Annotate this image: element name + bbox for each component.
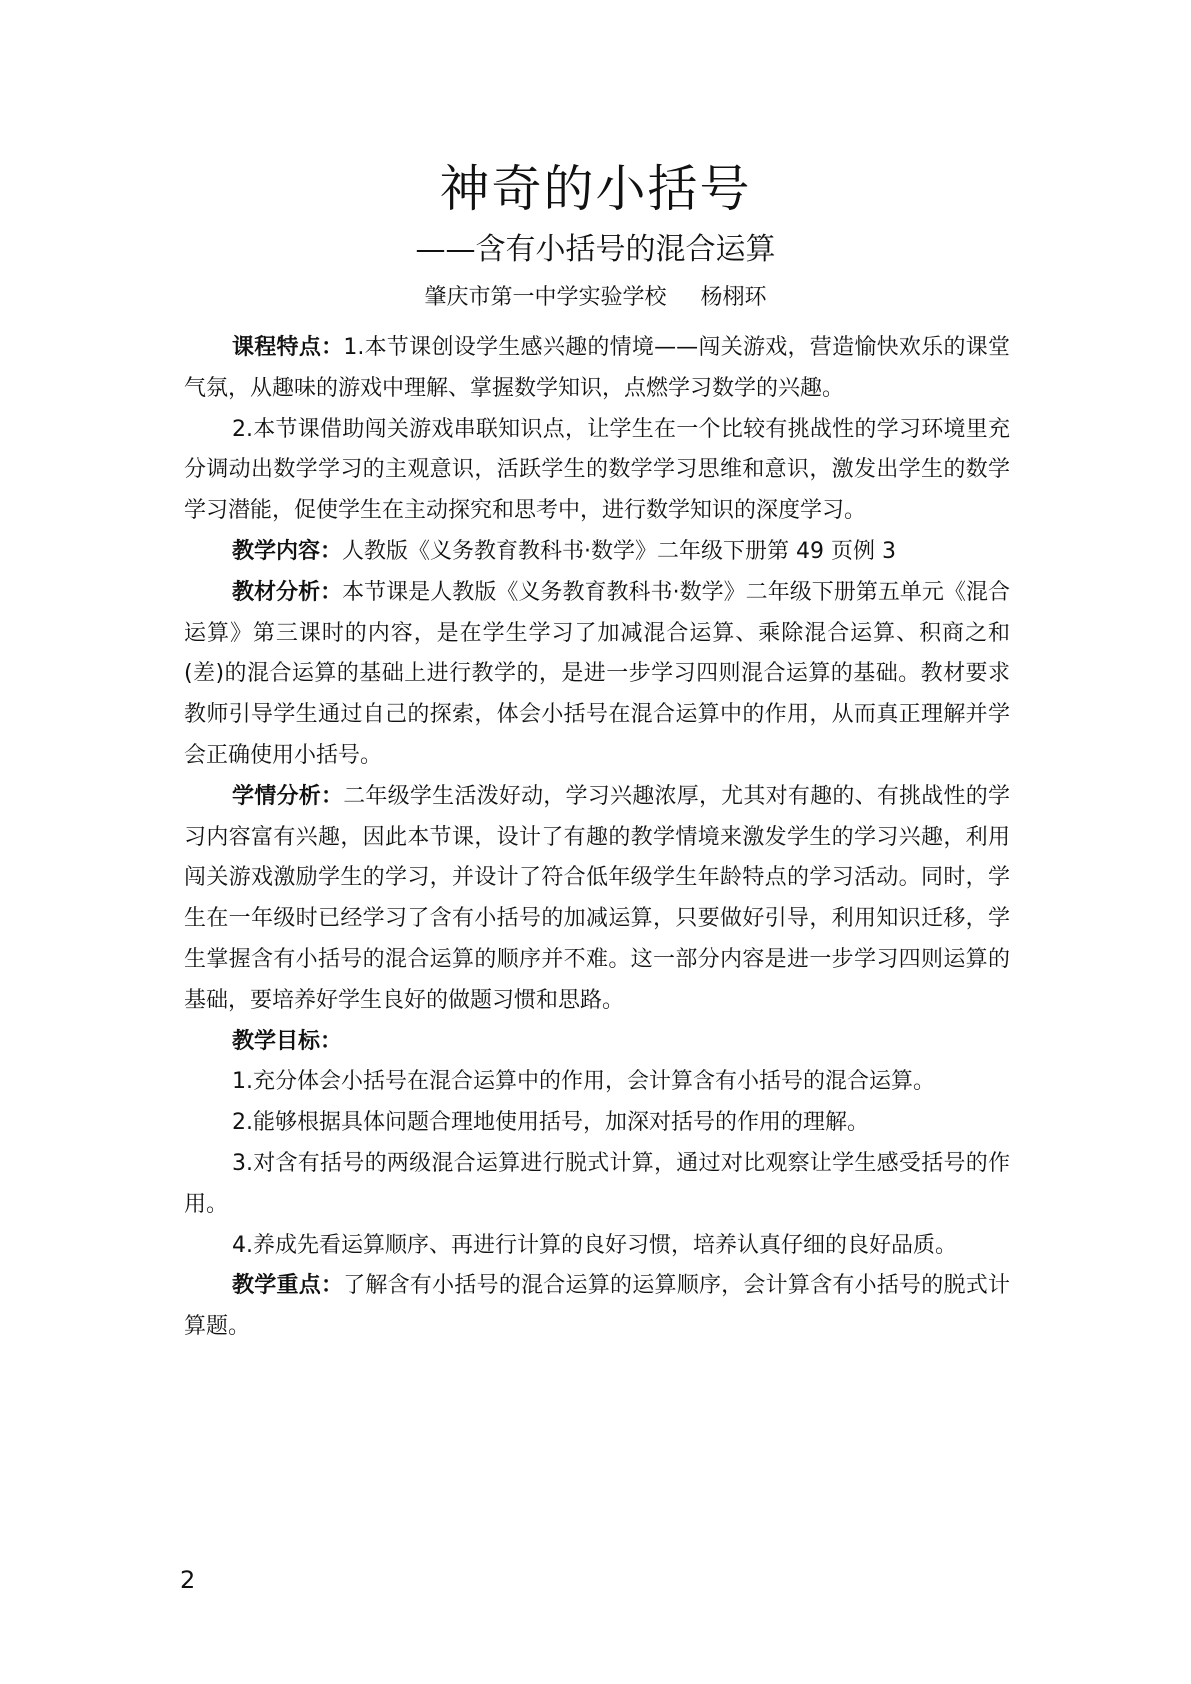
- analysis-label: 教材分析：: [232, 579, 343, 605]
- goal-item: 3.对含有括号的两级混合运算进行脱式计算，通过对比观察让学生感受括号的作用。: [184, 1150, 1010, 1217]
- learners-text: 二年级学生活泼好动，学习兴趣浓厚，尤其对有趣的、有挑战性的学习内容富有兴趣，因此本节课，设计了有趣的教学情境来激发学生的学习兴趣，利用闯关游戏激励学生的学习，并设计了符合低年级学生年龄特点的学习活动。同时，学生在一年级时已经学习了含有小括号的加减运算，只要做好引导，利用知识迁移，学生掌握含有小括号的混合运算的顺序并不难。这一部分内容是进一步学习四则运算的基础，要培养好学生良好的做题习惯和思路。: [184, 783, 1010, 1013]
- content-paragraph: [184, 532, 1010, 573]
- goal-item: 1.充分体会小括号在混合运算中的作用，会计算含有小括号的混合运算。: [232, 1069, 935, 1095]
- key-points-text: 了解含有小括号的混合运算的运算顺序，会计算含有小括号的脱式计算题。: [184, 1273, 1010, 1340]
- analysis-paragraph: [184, 573, 1010, 777]
- document-title: 神奇的小括号: [439, 160, 752, 218]
- features-label: 课程特点：: [232, 335, 344, 360]
- features-paragraph-1: [184, 328, 1010, 410]
- page-number: 2: [180, 1566, 196, 1594]
- goals-heading: [184, 1022, 1010, 1063]
- author-name: 杨栩环: [700, 285, 767, 310]
- features-text-1: 1.本节课创设学生感兴趣的情境——闯关游戏，营造愉快欢乐的课堂气氛，从趣味的游戏中理解、掌握数学知识，点燃学习数学的兴趣。: [184, 335, 1010, 401]
- document-subtitle: ——含有小括号的混合运算: [415, 232, 776, 267]
- document-body: [184, 328, 1010, 1348]
- author-line: [0, 283, 1191, 313]
- features-paragraph-2: 2.本节课借助闯关游戏串联知识点，让学生在一个比较有挑战性的学习环境里充分调动出数学学习的主观意识，活跃学生的数学学习思维和意识，激发出学生的数学学习潜能，促使学生在主动探究和思考中，进行数学知识的深度学习。: [184, 416, 1010, 524]
- author-school: 肇庆市第一中学实验学校: [424, 285, 667, 310]
- goal-item: 4.养成先看运算顺序、再进行计算的良好习惯，培养认真仔细的良好品质。: [232, 1232, 957, 1258]
- goal-item: 2.能够根据具体问题合理地使用括号，加深对括号的作用的理解。: [232, 1110, 869, 1136]
- content-text: 人教版《义务教育教科书·数学》二年级下册第 49 页例 3: [342, 538, 896, 564]
- analysis-text: 本节课是人教版《义务教育教科书·数学》二年级下册第五单元《混合运算》第三课时的内容，是在学生学习了加减混合运算、乘除混合运算、积商之和(差)的混合运算的基础上进行教学的，是进一步学习四则混合运算的基础。教材要求教师引导学生通过自己的探索，体会小括号在混合运算中的作用，从而真正理解并学会正确使用小括号。: [184, 579, 1010, 768]
- learners-label: 学情分析：: [232, 783, 344, 809]
- learners-paragraph: [184, 777, 1010, 1022]
- goals-label: 教学目标：: [232, 1028, 343, 1054]
- content-label: 教学内容：: [232, 538, 343, 564]
- key-points-label: 教学重点：: [232, 1273, 344, 1299]
- key-points-paragraph: [184, 1266, 1010, 1348]
